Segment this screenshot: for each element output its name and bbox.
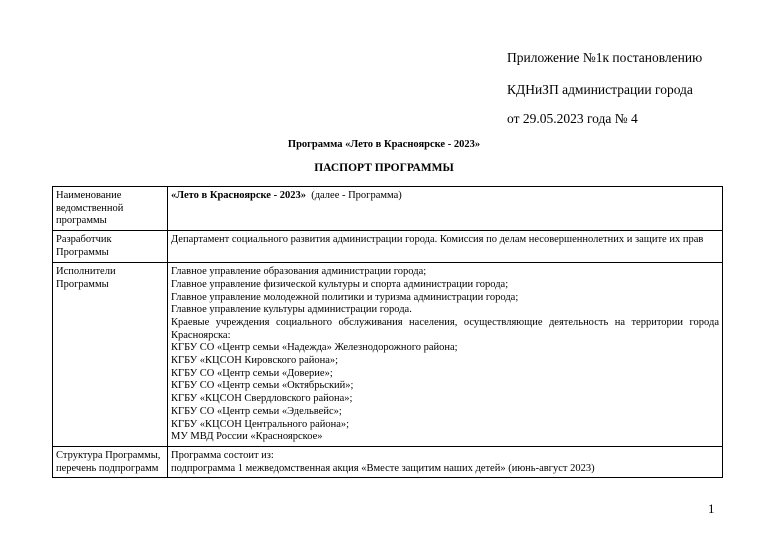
executor-line: КГБУ «КЦСОН Центрального района»; bbox=[171, 418, 350, 430]
executor-line: Главное управление культуры администрации города. bbox=[171, 304, 412, 316]
program-name-rest: (далее - Программа) bbox=[305, 190, 402, 201]
executor-line: КГБУ СО «Центр семьи «Октябрьский»; bbox=[171, 380, 354, 392]
executor-line: КГБУ СО «Центр семьи «Надежда» Железнодорожного района; bbox=[171, 342, 458, 354]
executor-line: Краевые учреждения социального обслуживания населения, осуществляющие деятельность на территории города Красноярска: bbox=[171, 316, 719, 341]
executor-line: КГБУ «КЦСОН Свердловского района»; bbox=[171, 393, 353, 405]
executor-line: КГБУ «КЦСОН Кировского района»; bbox=[171, 355, 339, 367]
executor-line: Главное управление молодежной политики и туризма администрации города; bbox=[171, 291, 519, 303]
appendix-line-2: КДНиЗП администрации города bbox=[507, 82, 693, 97]
value-developer: Департамент социального развития администрации города. Комиссия по делам несовершеннолетних и защите их прав bbox=[168, 231, 723, 263]
executor-line: Главное управление физической культуры и спорта администрации города; bbox=[171, 278, 509, 290]
value-structure bbox=[168, 446, 723, 477]
appendix-line-1: Приложение №1к постановлению bbox=[507, 50, 703, 65]
appendix-line-3: от 29.05.2023 года № 4 bbox=[507, 111, 638, 126]
table-row-structure bbox=[53, 446, 723, 477]
passport-table bbox=[52, 186, 723, 478]
value-executors bbox=[168, 263, 723, 447]
label-structure: Структура Программы, перечень подпрограмм bbox=[53, 446, 168, 477]
page-number: 1 bbox=[708, 501, 715, 516]
executor-line: КГБУ СО «Центр семьи «Доверие»; bbox=[171, 367, 333, 379]
label-developer: Разработчик Программы bbox=[53, 231, 168, 263]
label-executors: Исполнители Программы bbox=[53, 263, 168, 447]
passport-title: ПАСПОРТ ПРОГРАММЫ bbox=[314, 162, 454, 174]
program-name-bold: «Лето в Красноярске - 2023» bbox=[171, 190, 306, 201]
program-title: Программа «Лето в Красноярске - 2023» bbox=[287, 139, 481, 150]
executor-line: КГБУ СО «Центр семьи «Эдельвейс»; bbox=[171, 405, 342, 417]
executor-line: МУ МВД России «Красноярское» bbox=[171, 431, 323, 443]
table-row-developer bbox=[53, 231, 723, 263]
structure-line: Программа состоит из: bbox=[171, 449, 274, 461]
value-program-name bbox=[168, 187, 723, 231]
structure-line: подпрограмма 1 межведомственная акция «Вместе защитим наших детей» (июнь-август 2023) bbox=[171, 462, 595, 474]
label-program-name: Наименование ведомственной программы bbox=[53, 187, 168, 231]
table-row-executors bbox=[53, 263, 723, 447]
table-row-program-name bbox=[53, 187, 723, 231]
executor-line: Главное управление образования администрации города; bbox=[171, 266, 427, 278]
